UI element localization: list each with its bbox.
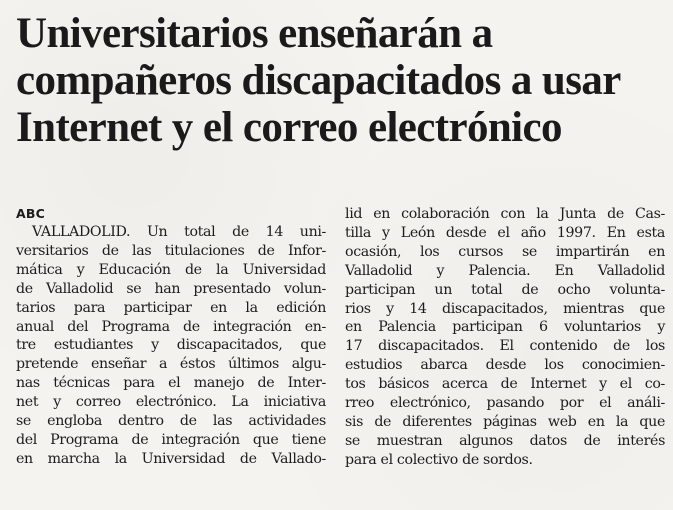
text-line: tarios para participar en la edición xyxy=(16,299,326,316)
text-line: ocasión, los cursos se impartirán en xyxy=(345,243,665,260)
text-line: en Palencia participan 6 voluntarios y xyxy=(345,319,665,336)
text-line: sis de diferentes páginas web en la que xyxy=(345,413,665,430)
text-line: versitarios de las titulaciones de Infor- xyxy=(16,242,326,259)
article-column-left xyxy=(16,205,326,469)
text-line: tilla y León desde el año 1997. En esta xyxy=(345,224,665,241)
text-line: VALLADOLID. Un total de 14 uni- xyxy=(32,224,326,240)
text-line: net y correo electrónico. La iniciativa xyxy=(16,394,326,411)
text-line: mática y Educación de la Universidad xyxy=(16,261,326,278)
text-line: rreo electrónico, pasando por el análi- xyxy=(345,395,665,412)
article-column-right xyxy=(345,205,665,470)
headline-line-1: Universitarios enseñarán a xyxy=(16,10,493,57)
byline: ABC xyxy=(16,206,45,221)
headline xyxy=(16,10,666,151)
text-line: tos básicos acerca de Internet y el co- xyxy=(345,376,665,393)
text-line: en marcha la Universidad de Vallado- xyxy=(16,450,326,467)
text-line: 17 discapacitados. El contenido de los xyxy=(345,338,665,355)
text-line-last: para el colectivo de sordos. xyxy=(345,451,533,468)
text-line: de Valladolid se han presentado volun- xyxy=(16,280,326,297)
text-line: participan un total de ocho volunta- xyxy=(345,281,665,298)
text-line: del Programa de integración que tiene xyxy=(16,431,326,448)
text-line: pretende enseñar a éstos últimos algu- xyxy=(16,356,326,373)
headline-line-3: Internet y el correo electrónico xyxy=(16,104,562,151)
text-line: Valladolid y Palencia. En Valladolid xyxy=(345,262,665,279)
text-line: tre estudiantes y discapacitados, que xyxy=(16,337,326,354)
headline-line-2: compañeros discapacitados a usar xyxy=(16,57,621,104)
text-line: rios y 14 discapacitados, mientras que xyxy=(345,300,665,317)
text-line: lid en colaboración con la Junta de Cas- xyxy=(345,206,665,222)
text-line: se muestran algunos datos de interés xyxy=(345,432,665,449)
text-line: nas técnicas para el manejo de Inter- xyxy=(16,375,326,392)
text-line: anual del Programa de integración en- xyxy=(16,318,326,335)
text-line: estudios abarca desde los conocimien- xyxy=(345,357,665,374)
text-line: se engloba dentro de las actividades xyxy=(16,413,326,430)
